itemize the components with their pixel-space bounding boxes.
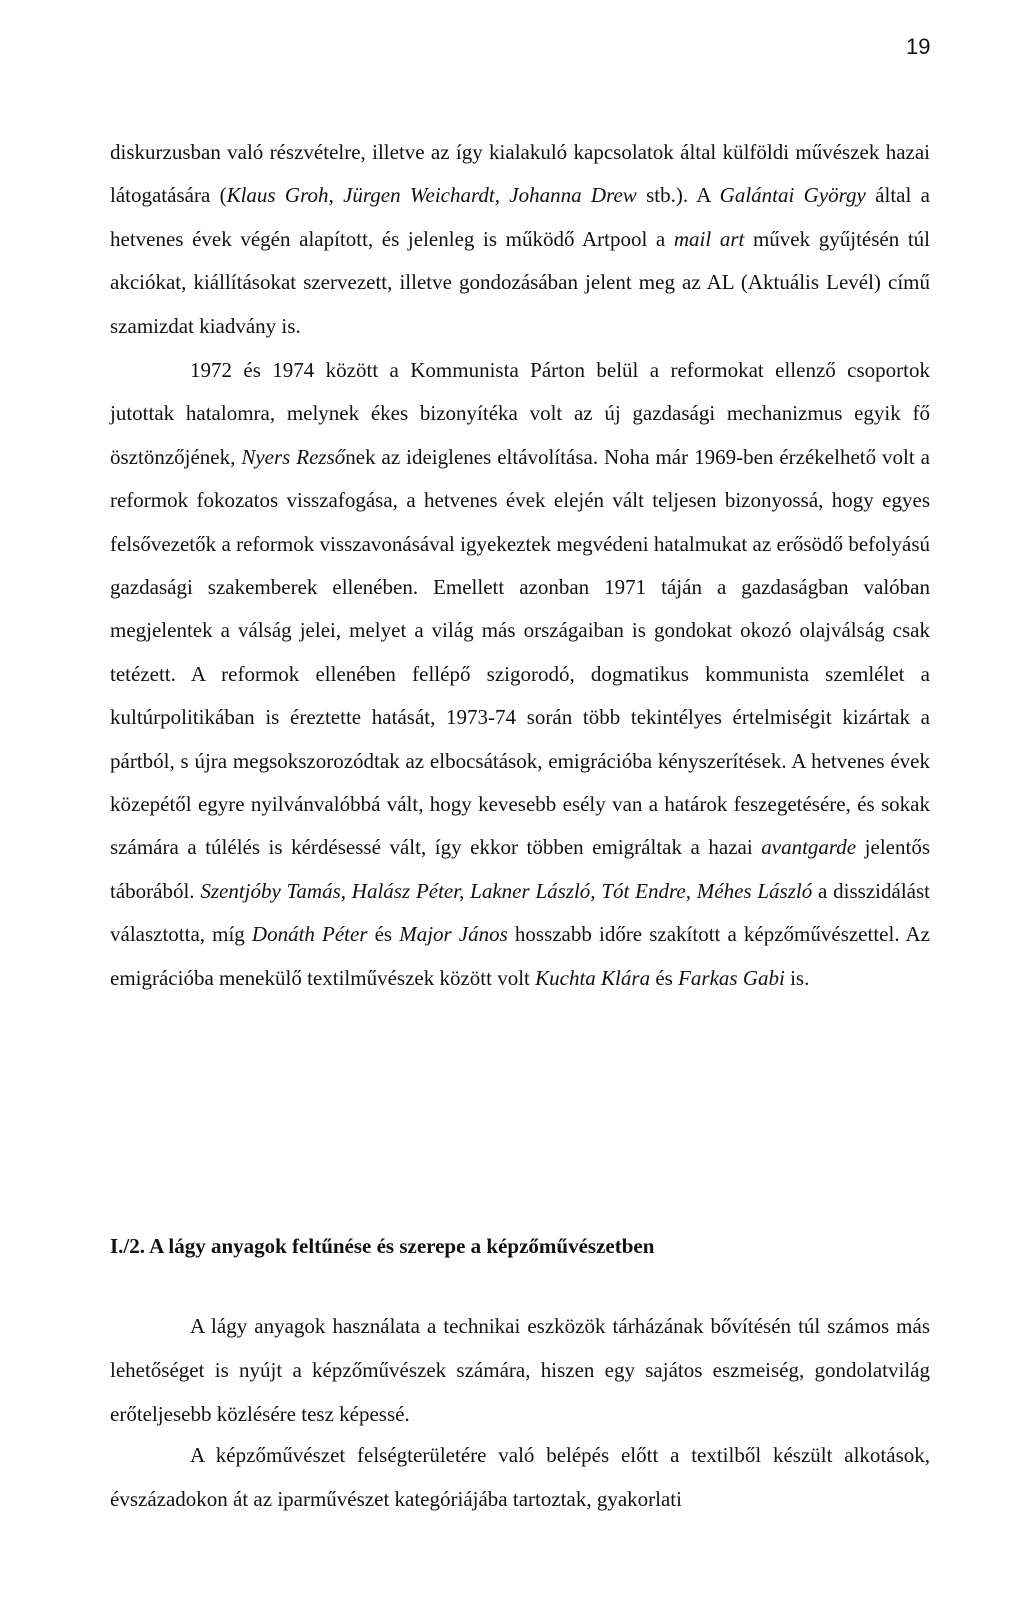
paragraph-text: A képzőművészet felségterületére való belépés előtt a textilből készült alkotások, évszázadokon át az iparművészet kategóriájába tartoztak, gyakorlati xyxy=(110,1443,930,1511)
text-span: 1972 és 1974 között a Kommunista Párton belül a reformokat ellenző csoportok jutottak hatalomra, melynek ékes bizonyítéka volt az új gazdasági mechanizmus egyik fő ösztönzőjének, xyxy=(110,358,930,469)
italic-name: Nyers Rezső xyxy=(241,444,346,469)
paragraph-politics xyxy=(110,349,930,1000)
italic-term: mail art xyxy=(673,226,745,251)
section-paragraph-2 xyxy=(110,1433,930,1521)
italic-names: Szentjóby Tamás, Halász Péter, Lakner László, Tót Endre, Méhes László xyxy=(200,878,813,903)
page-number: 19 xyxy=(906,34,931,59)
section-heading: I./2. A lágy anyagok feltűnése és szerepe a képzőművészetben xyxy=(110,1234,655,1258)
italic-term: avantgarde xyxy=(761,835,857,860)
text-span: stb.). A xyxy=(636,183,720,208)
text-span: és xyxy=(367,922,400,947)
paragraph-artpool xyxy=(110,131,930,348)
italic-name: Galántai György xyxy=(719,183,866,208)
text-span: művek gyűjtésén túl akciókat, kiállításokat szervezett, illetve gondozásában jelent meg az AL (Aktuális Levél) című szamizdat kiadvány is. xyxy=(110,226,931,338)
section-paragraph-1 xyxy=(110,1304,930,1436)
italic-name: Kuchta Klára xyxy=(535,965,651,990)
italic-names: Klaus Groh, Jürgen Weichardt, Johanna Drew xyxy=(226,183,637,208)
text-span: által a hetvenes évek végén alapított, és jelenleg is működő Artpool a xyxy=(110,183,930,251)
italic-name: Donáth Péter xyxy=(251,922,368,947)
paragraph-text: A lágy anyagok használata a technikai eszközök tárházának bővítésén túl számos más lehetőséget is nyújt a képzőművészek számára, hiszen egy sajátos eszmeiség, gondolatvilág erőteljesebb közlésére tesz képessé. xyxy=(110,1314,930,1426)
italic-name: Farkas Gabi xyxy=(678,965,785,990)
text-span: nek az ideiglenes eltávolítása. Noha már 1969-ben érzékelhető volt a reformok fokozatos visszafogása, a hetvenes évek elején vált teljesen bizonyossá, hogy egyes felsővezetők a reformok visszavonásával igyekeztek megvédeni hatalmukat az erősödő befolyású gazdasági szakemberek ellenében. Emellett azonban 1971 táján a gazdaságban valóban megjelentek a válság jelei, melyet a világ más országaiban is gondokat okozó olajválság csak tetézett. A reformok ellenében fellépő szigorodó, dogmatikus kommunista szemlélet a kultúrpolitikában is éreztette hatását, 1973-74 során több tekintélyes értelmiségit kizártak a pártból, s újra megsokszorozódtak az elbocsátások, emigrációba kényszerítések. A hetvenes évek közepétől egyre nyilvánvalóbbá vált, hogy kevesebb esély van a határok feszegetésére, és sokak számára a túlélés is kérdésessé vált, így ekkor többen emigráltak a hazai xyxy=(110,444,930,860)
text-span: hosszabb időre szakított a képzőművészettel. Az emigrációba menekülő textilművészek között volt xyxy=(110,922,931,990)
text-span: a disszidálást választotta, míg xyxy=(110,878,930,947)
italic-name: Major János xyxy=(399,922,508,947)
text-span: jelentős táborából. xyxy=(110,835,930,903)
text-span: is. xyxy=(784,965,810,990)
text-span: diskurzusban való részvételre, illetve az így kialakuló kapcsolatok által külföldi művészek hazai látogatására ( xyxy=(110,140,930,208)
text-span: és xyxy=(650,965,679,990)
